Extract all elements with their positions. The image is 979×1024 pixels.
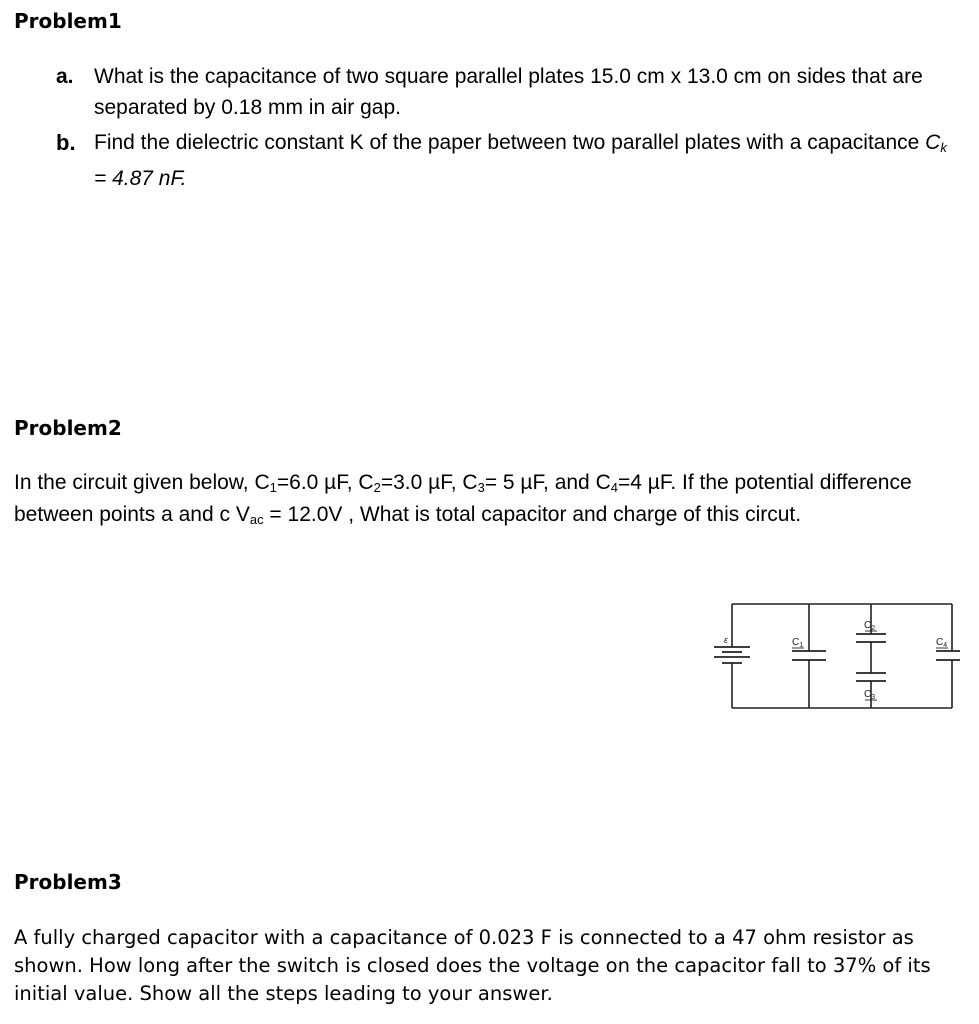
c1-label: $C_1$: [792, 637, 804, 649]
capacitance-value: = 4.87 nF.: [94, 167, 187, 190]
capacitance-symbol: C: [925, 131, 941, 154]
p2-text-3: =3.0 µF, C: [380, 471, 478, 494]
c4-label: $C_4$: [936, 637, 948, 649]
c3-label: $C_3$: [864, 689, 876, 701]
part-b-text-main: Find the dielectric constant K of the paper between two parallel plates with a capacitance: [94, 131, 926, 154]
p2-text-5: =4 µF. If the potential difference between points a and c V: [14, 471, 912, 526]
p2-sub-2: 2: [373, 480, 381, 495]
p2-text-6: = 12.0V , What is total capacitor and charge of this circut.: [263, 503, 802, 526]
problem3-heading: Problem3: [14, 870, 122, 894]
capacitance-subscript: k: [940, 140, 947, 155]
p2-text-2: =6.0 µF, C: [276, 471, 374, 494]
c2-label: $C_2$: [864, 620, 876, 632]
emf-label: ε: [724, 635, 728, 645]
problem1-heading: Problem1: [14, 9, 122, 33]
p2-text-4: = 5 µF, and C: [484, 471, 611, 494]
p2-sub-1: 1: [269, 480, 277, 495]
part-a-label: a.: [56, 65, 74, 88]
p2-sub-3: 3: [477, 480, 485, 495]
problem1-part-b: [56, 127, 956, 194]
problem1-part-a: [56, 61, 956, 123]
circuit-diagram: [700, 595, 960, 715]
part-b-text: [94, 127, 956, 194]
part-b-label: b.: [56, 130, 76, 155]
p2-sub-4: 4: [610, 480, 618, 495]
problem2-heading: Problem2: [14, 416, 122, 440]
problem3-text: A fully charged capacitor with a capacitance of 0.023 F is connected to a 47 ohm resistor as shown. How long after the switch is closed does the voltage on the capacitor fall to 37% of its initial value. Show all the steps leading to your answer.: [14, 926, 931, 1005]
part-a-text: What is the capacitance of two square parallel plates 15.0 cm x 13.0 cm on sides that are separated by 0.18 mm in air gap.: [94, 65, 923, 119]
p2-sub-ac: ac: [249, 512, 264, 527]
problem2-text: [14, 469, 964, 533]
p2-text-1: In the circuit given below, C: [14, 471, 270, 494]
